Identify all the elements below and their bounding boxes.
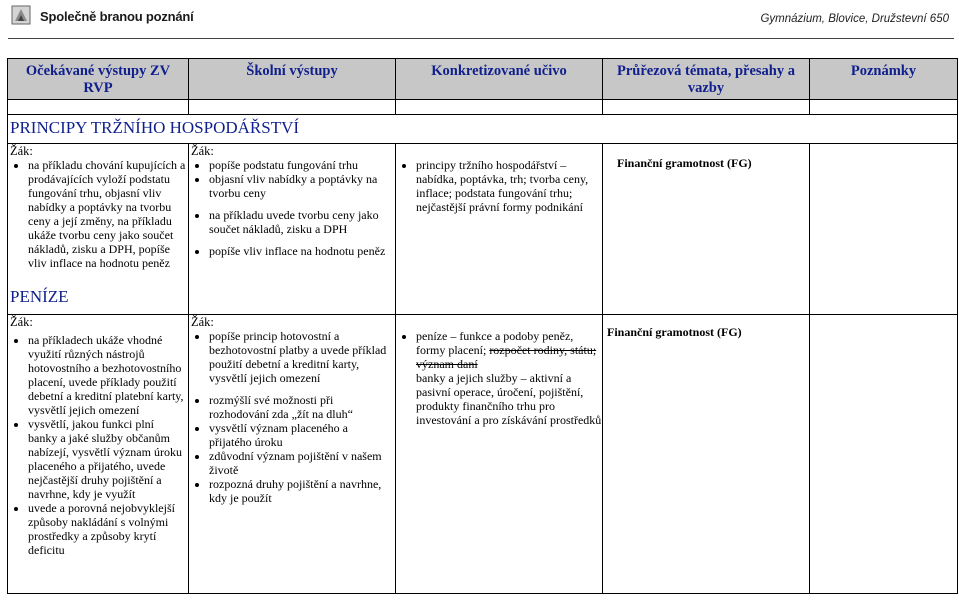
table-header-row (8, 59, 958, 100)
school-cell (189, 144, 396, 315)
zak-label: Žák: (10, 144, 33, 158)
school-logo-icon (10, 4, 32, 26)
crosscut-cell (603, 144, 810, 315)
list-item: • popíše princip hotovostní a bezhotovostní platby a uvede příklad použití debetní a kreditní karty, vysvětlí jejich omezení (209, 329, 393, 385)
list-item: • rozpozná druhy pojištění a navrhne, kdy je použít (209, 477, 393, 505)
zak-label: Žák: (10, 315, 33, 329)
zak-label: Žák: (191, 315, 214, 329)
content-cell (396, 315, 603, 594)
content-struck: rozpočet rodiny, státu; význam daní (416, 343, 597, 371)
spacer-row (8, 100, 958, 115)
school-address: Gymnázium, Blovice, Družstevní 650 (760, 13, 949, 25)
notes-cell (810, 144, 958, 315)
list-item: • rozmýšlí své možnosti při rozhodování zda „žít na dluh“ (209, 393, 393, 421)
notes-cell (810, 315, 958, 594)
section-row-principy (8, 144, 958, 315)
crosscut-cell (603, 315, 810, 594)
list-item: • popíše podstatu fungování trhu (209, 158, 393, 172)
list-item: • popíše vliv inflace na hodnotu peněz (209, 244, 393, 258)
list-item: • uvede a porovná nejobvyklejší způsoby nakládání s volnými prostředky a způsoby krytí deficitu (28, 501, 186, 557)
list-item: • zdůvodní význam pojištění v našem životě (209, 449, 393, 477)
section-row-penize (8, 315, 958, 594)
list-item: • principy tržního hospodářství – (416, 158, 600, 172)
col-header-content: Konkretizované učivo (396, 59, 603, 100)
section-title-row (8, 115, 958, 144)
list-item: • vysvětlí, jakou funkci plní banky a jaké služby občanům nabízejí, vysvětlí význam úroku placeného a přijatého, uvede nejčastější druhy pojištění a navrhne, kdy je využít (28, 417, 186, 501)
content-cell (396, 144, 603, 315)
crosscut-text: Finanční gramotnost (FG) (607, 325, 742, 339)
list-item: • na příkladech ukáže vhodné využití různých nástrojů hotovostního a bezhotovostního placení, uvede příklady použití debetní a kreditní platební karty, vysvětlí jejich omezení (28, 333, 186, 417)
content-text: banky a jejich služby – aktivní a pasivní operace, úročení, pojištění, produkty finančního trhu pro investování a pro získávání prostředků (416, 371, 602, 427)
logo-text: Společně branou poznání (40, 9, 194, 24)
rvp-cell (8, 315, 189, 594)
content-bullet: peníze – funkce a podoby peněz, formy placení; (416, 329, 574, 357)
content-text: nabídka, poptávka, trh; tvorba ceny, inflace; podstata fungování trhu; nejčastější právní formy podnikání (416, 172, 589, 214)
col-header-school: Školní výstupy (189, 59, 396, 100)
list-item: • na příkladu chování kupujících a prodávajících vyloží podstatu fungování trhu, objasní vliv nabídky a poptávky na tvorbu ceny a její změny, na příkladu ukáže tvorbu ceny jako součet nákladů, zisku a DPH, popíše vliv inflace na hodnotu peněz (28, 158, 186, 270)
list-item (416, 329, 600, 371)
list-item: • objasní vliv nabídky a poptávky na tvorbu ceny (209, 172, 393, 200)
list-item: • vysvětlí význam placeného a přijatého úroku (209, 421, 393, 449)
col-header-notes: Poznámky (810, 59, 958, 100)
section-title-2: PENÍZE (10, 287, 69, 306)
list-item: • na příkladu uvede tvorbu ceny jako součet nákladů, zisku a DPH (209, 208, 393, 236)
col-header-rvp: Očekávané výstupy ZV RVP (8, 59, 189, 100)
col-header-crosscut: Průřezová témata, přesahy a vazby (603, 59, 810, 100)
crosscut-text: Finanční gramotnost (FG) (617, 156, 752, 170)
section-title: PRINCIPY TRŽNÍHO HOSPODÁŘSTVÍ (8, 115, 958, 144)
school-cell (189, 315, 396, 594)
rvp-cell (8, 144, 189, 315)
header-divider (8, 38, 954, 39)
zak-label: Žák: (191, 144, 214, 158)
page-header (0, 0, 959, 42)
curriculum-table (7, 58, 958, 594)
